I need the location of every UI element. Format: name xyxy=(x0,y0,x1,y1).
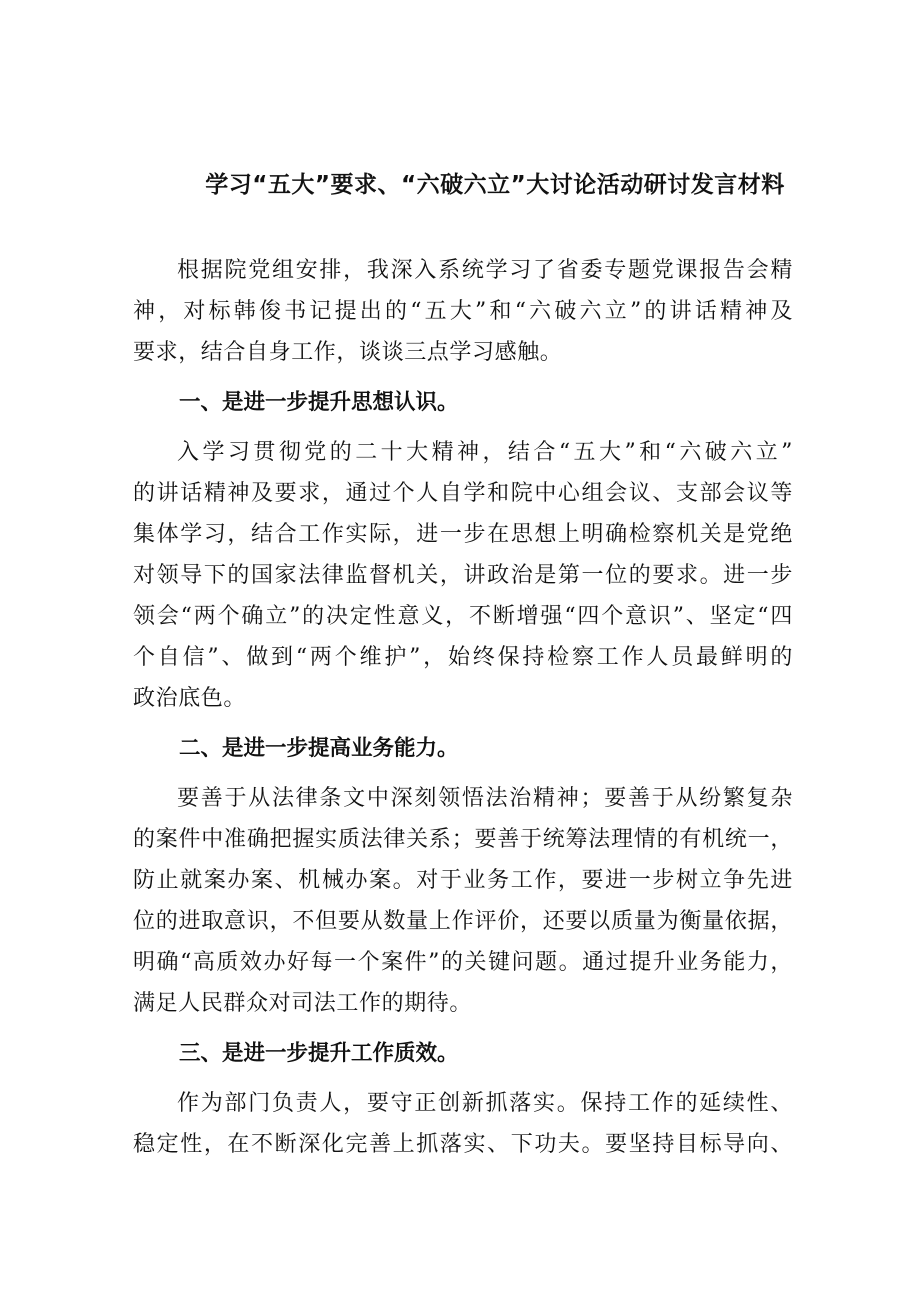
section-paragraph-3 xyxy=(133,1083,793,1165)
text-line: 作为部门负责人，要守正创新抓落实。保持工作的延续性、 xyxy=(177,1091,793,1116)
text-line: 集体学习，结合工作实际，进一步在思想上明确检察机关是党绝 xyxy=(133,522,793,547)
text-line: 满足人民群众对司法工作的期待。 xyxy=(133,991,473,1016)
intro-paragraph xyxy=(133,250,793,373)
section-heading-1: 一、是进一步提升思想认识。 xyxy=(179,390,459,415)
text-line: 要善于从法律条文中深刻领悟法治精神；要善于从纷繁复杂 xyxy=(177,786,793,811)
section-heading-3: 三、是进一步提升工作质效。 xyxy=(179,1041,459,1066)
text-line: 根据院党组安排，我深入系统学习了省委专题党课报告会精 xyxy=(177,258,793,283)
section-heading-2: 二、是进一步提高业务能力。 xyxy=(179,736,459,761)
document-title: 学习“五大”要求、“六破六立”大讨论活动研讨发言材料 xyxy=(205,172,785,198)
text-line: 防止就案办案、机械办案。对于业务工作，要进一步树立争先进 xyxy=(133,868,793,893)
text-line: 入学习贯彻党的二十大精神，结合“五大”和“六破六立” xyxy=(177,440,793,465)
text-line: 稳定性，在不断深化完善上抓落实、下功夫。要坚持目标导向、 xyxy=(133,1132,793,1157)
text-line: 位的进取意识，不但要从数量上作评价，还要以质量为衡量依据， xyxy=(133,909,793,934)
text-line: 的案件中准确把握实质法律关系；要善于统筹法理情的有机统一， xyxy=(133,827,793,852)
text-line: 领会“两个确立”的决定性意义，不断增强“四个意识”、坚定“四 xyxy=(133,604,793,629)
text-line: 神，对标韩俊书记提出的“五大”和“六破六立”的讲话精神及 xyxy=(133,299,793,324)
text-line: 要求，结合自身工作，谈谈三点学习感触。 xyxy=(133,340,563,365)
document-body xyxy=(133,250,793,1165)
text-line: 个自信”、做到“两个维护”，始终保持检察工作人员最鲜明的 xyxy=(133,645,793,670)
text-line: 的讲话精神及要求，通过个人自学和院中心组会议、支部会议等 xyxy=(133,481,793,506)
section-paragraph-2 xyxy=(133,778,793,1024)
text-line: 政治底色。 xyxy=(133,686,247,711)
text-line: 对领导下的国家法律监督机关，讲政治是第一位的要求。进一步 xyxy=(133,563,793,588)
section-paragraph-1 xyxy=(133,432,793,719)
text-line: 明确“高质效办好每一个案件”的关键问题。通过提升业务能力， xyxy=(133,950,793,975)
